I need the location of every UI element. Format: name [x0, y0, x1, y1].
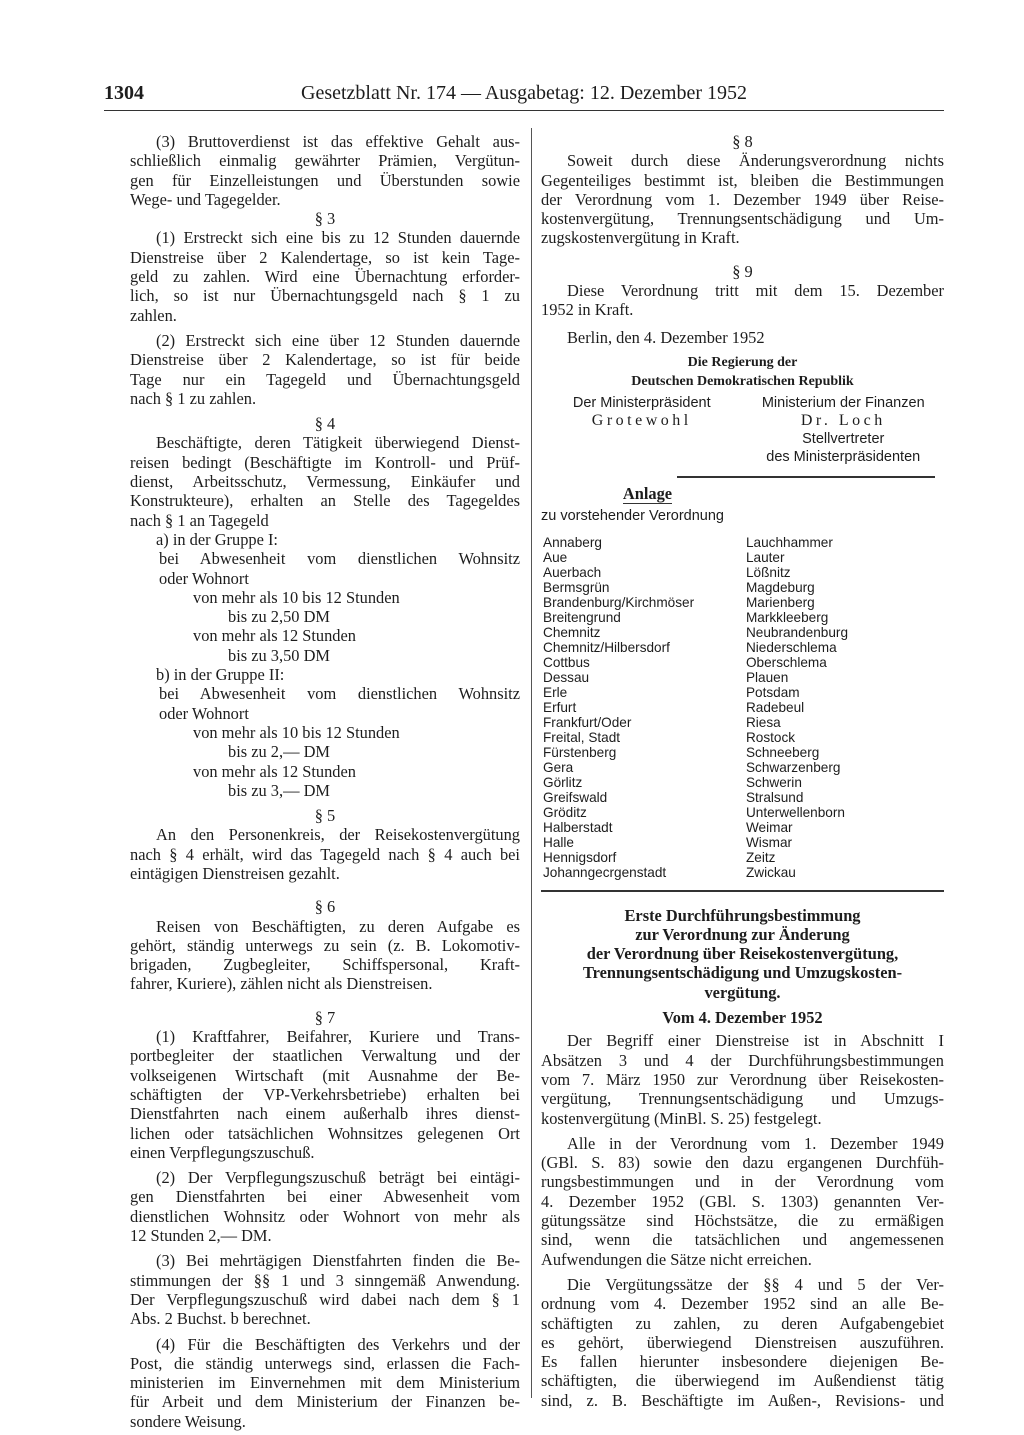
text-line: fahrer, Kuriere), zählen nicht als Dienstreisen. [130, 974, 433, 994]
text-line: (1) Erstreckt sich eine bis zu 12 Stunden dauernde [156, 228, 520, 248]
section-heading-5: § 5 [314, 806, 336, 826]
text-line: sondere Weisung. [130, 1411, 246, 1431]
title-line: vergütung. [704, 982, 781, 1002]
section-6-paragraph [130, 917, 520, 994]
rate-value: bis zu 2,— DM [228, 742, 330, 762]
government-line-2: Deutschen Demokratischen Republik [631, 373, 854, 389]
text-line: Diese Verordnung tritt mit dem 15. Dezember [567, 281, 944, 301]
text-line: vom 7. März 1950 zur Verordnung über Reisekosten- [541, 1069, 944, 1089]
text-line: (4) Für die Beschäftigten des Verkehrs und der [156, 1334, 520, 1354]
place-name: Magdeburg [745, 579, 815, 595]
text-line: Aufwendungen die Sätze nicht erreichen. [541, 1249, 812, 1269]
place-name: Schwarzenberg [745, 759, 841, 775]
place-name: Chemnitz [543, 624, 601, 640]
text-line: Tage nur ein Tagegeld und Übernachtungsgeld [130, 369, 520, 389]
text-line: nach § 1 zu zahlen. [130, 388, 257, 408]
annex-heading [541, 484, 944, 503]
place-name: Lauchhammer [745, 534, 833, 550]
text-line: (3) Bei mehrtägigen Dienstfahrten finden die Be- [156, 1251, 520, 1271]
place-name: Wismar [745, 834, 793, 850]
signatory-title: Ministerium der Finanzen [761, 394, 925, 411]
section-5-paragraph [130, 825, 520, 883]
place-name: Plauen [745, 669, 789, 685]
text-line: für Arbeit und dem Ministerium der Finanzen be- [130, 1392, 520, 1412]
signatory-name: Dr. Loch [800, 411, 886, 429]
header-title: Gesetzblatt Nr. 174 — Ausgabetag: 12. Dezember 1952 [301, 82, 747, 104]
text-line: dienstlichen Wohnsitz oder Wohnort von mehr als [130, 1206, 520, 1226]
places-column-2 [746, 535, 944, 880]
place-name: Neubrandenburg [745, 624, 849, 640]
section-7-paragraph-2 [130, 1168, 520, 1245]
place-name: Brandenburg/Kirchmöser [543, 594, 695, 610]
place-name: Halberstadt [543, 819, 613, 835]
text-line: An den Personenkreis, der Reisekostenvergütung [156, 825, 520, 845]
place-name: Freital, Stadt [543, 729, 621, 745]
text-line: schäftigten der VP-Verkehrsbetriebe) erhalten bei [130, 1084, 520, 1104]
place-name: Johanngecrgenstadt [543, 864, 667, 880]
annex-subtitle: zu vorstehender Verordnung [541, 508, 724, 525]
place-name: Zwickau [745, 864, 796, 880]
text-line: lichen oder tatsächlichen Wohnsitzes gelegenen Ort [130, 1123, 520, 1143]
place-name: Aue [543, 549, 568, 565]
text-line: Dienstreise über 2 Kalendertage, so ist für beide [130, 350, 520, 370]
place-name: Radebeul [745, 699, 805, 715]
text-line: gehört, ständig unterwegs zu sein (z. B. Lokomotiv- [130, 935, 520, 955]
place-name: Rostock [745, 729, 796, 745]
place-name: Riesa [745, 714, 781, 730]
title-line: der Verordnung über Reisekostenvergütung, [586, 944, 899, 964]
text-line: reisen bedingt (Beschäftigte im Kontroll- und Prüf- [130, 452, 520, 472]
text-line: Der Begriff einer Dienstreise ist in Abschnitt I [567, 1031, 944, 1051]
text-line: Absätzen 3 und 4 der Durchführungsbestimmungen [541, 1050, 944, 1070]
text-line: Abs. 2 Buchst. b berechnet. [130, 1309, 311, 1329]
text-line: bei Abwesenheit vom dienstlichen Wohnsitz [159, 549, 520, 569]
signatory-role: Stellvertreter [802, 430, 885, 447]
text-line: Konstrukteure), erhalten an Stelle des Tagegeldes [130, 491, 520, 511]
regulation-paragraph-1 [541, 1031, 944, 1127]
text-line: Reisen von Beschäftigten, zu deren Aufgabe es [156, 916, 520, 936]
section-4-paragraph [130, 433, 520, 529]
title-line: Trennungsentschädigung und Umzugskosten- [582, 963, 903, 983]
place-name: Görlitz [543, 774, 583, 790]
text-line: von mehr als 10 bis 12 Stunden [193, 587, 400, 607]
signatory-right [743, 394, 945, 466]
section-3-paragraph-1 [130, 228, 520, 324]
list-item-head: b) in der Gruppe II: [156, 665, 285, 685]
page-header [104, 78, 944, 111]
column-divider [531, 128, 532, 1398]
place-name: Oberschlema [745, 654, 827, 670]
section-heading-7: § 7 [314, 1007, 336, 1027]
list-item-head: a) in der Gruppe I: [156, 529, 278, 549]
text-line: Post, die ständig unterwegs sind, erlassen die Fach- [130, 1353, 520, 1373]
regulation-title [541, 906, 944, 1002]
place-name: Chemnitz/Hilbersdorf [543, 639, 670, 655]
place-name: Auerbach [543, 564, 602, 580]
annex-title: Anlage [622, 483, 673, 503]
place-name: Marienberg [745, 594, 815, 610]
group-b-rates [130, 665, 520, 800]
text-line: Der Verpflegungszuschuß wird dabei nach dem § 1 [130, 1289, 520, 1309]
text-line: nach § 1 an Tagegeld [130, 510, 269, 530]
text-line: von mehr als 10 bis 12 Stunden [193, 722, 400, 742]
text-line: schäftigten zu zahlen, zu deren Aufgabengebiet [541, 1313, 944, 1333]
place-name: Lößnitz [745, 564, 791, 580]
text-line: volkseigenen Wirtschaft (mit Ausnahme der Be- [130, 1065, 520, 1085]
rate-value: bis zu 2,50 DM [228, 607, 330, 627]
place-name: Stralsund [745, 789, 804, 805]
rate-value: bis zu 3,50 DM [228, 645, 330, 665]
section-heading-3: § 3 [314, 209, 336, 229]
text-line: geld zu zahlen. Wird eine Übernachtung erforder- [130, 267, 520, 287]
place-name: Fürstenberg [543, 744, 617, 760]
text-line: Es fallen hierunter insbesondere diejenigen Be- [541, 1352, 944, 1372]
place-name: Unterwellenborn [745, 804, 845, 820]
title-line: zur Verordnung zur Änderung [635, 924, 850, 944]
text-line: kostenvergütung, Trennungsentschädigung und Um- [541, 209, 944, 229]
text-line: gen Dienstfahrten bei einer Abwesenheit vom [130, 1187, 520, 1207]
text-line: oder Wohnort [159, 703, 249, 723]
place-name: Bermsgrün [543, 579, 610, 595]
text-line: Beschäftigte, deren Tätigkeit überwiegend Dienst- [156, 433, 520, 453]
text-line: zugskostenvergütung in Kraft. [541, 228, 740, 248]
text-line: von mehr als 12 Stunden [193, 626, 356, 646]
text-line: (2) Der Verpflegungszuschuß beträgt bei eintägi- [156, 1168, 520, 1188]
text-line: ordnung vom 4. Dezember 1952 sind an alle Be- [541, 1294, 944, 1314]
place-name: Breitengrund [543, 609, 621, 625]
text-line: rungsbestimmungen und in der Verordnung vom [541, 1172, 944, 1192]
place-name: Schwerin [745, 774, 802, 790]
text-line: stimmungen der §§ 1 und 3 sinngemäß Anwendung. [130, 1270, 520, 1290]
text-line: Alle in der Verordnung vom 1. Dezember 1949 [567, 1133, 944, 1153]
text-line: oder Wohnort [159, 568, 249, 588]
signature-block [541, 353, 944, 466]
section-heading-9: § 9 [732, 261, 753, 281]
place-name: Potsdam [745, 684, 800, 700]
section-heading-4: § 4 [314, 414, 336, 434]
signatory-title: Der Ministerpräsident [572, 394, 711, 411]
place-and-date: Berlin, den 4. Dezember 1952 [567, 327, 765, 347]
rate-value: bis zu 3,— DM [228, 780, 330, 800]
place-name: Greifswald [543, 789, 608, 805]
place-name: Dessau [543, 669, 590, 685]
regulation-paragraph-3 [541, 1275, 944, 1410]
text-line: 1952 in Kraft. [541, 300, 634, 320]
text-line: Dienstreise über 2 Kalendertage, so ist kein Tage- [130, 247, 520, 267]
text-line: lich, so ist nur Übernachtungsgeld nach § 1 zu [130, 286, 520, 306]
place-name: Annaberg [543, 534, 602, 550]
signatory-role: des Ministerpräsidenten [766, 448, 921, 465]
place-name: Lauter [745, 549, 785, 565]
text-line: nach § 4 erhält, wird das Tagegeld nach § 4 auch bei [130, 844, 520, 864]
places-column-1 [541, 535, 746, 880]
place-name: Gröditz [543, 804, 587, 820]
text-line: schäftigten, die überwiegend im Außendienst tätig [541, 1371, 944, 1391]
page-number: 1304 [104, 82, 144, 104]
section-3-paragraph-2 [130, 331, 520, 408]
place-name: Niederschlema [745, 639, 837, 655]
text-line: (1) Kraftfahrer, Beifahrer, Kuriere und Trans- [156, 1027, 520, 1047]
text-line: Gegenteiliges bestimmt ist, bleiben die Bestimmungen [541, 170, 944, 190]
text-line: sind, z. B. Beschäftigte im Außen-, Revisions- und [541, 1390, 944, 1410]
place-name: Weimar [745, 819, 793, 835]
text-line: Wege- und Tagegelder. [130, 189, 281, 209]
place-name: Gera [543, 759, 574, 775]
right-column [541, 132, 944, 1410]
text-line: von mehr als 12 Stunden [193, 761, 356, 781]
text-line: Die Vergütungssätze der §§ 4 und 5 der Ver- [567, 1274, 944, 1294]
place-name: Erfurt [543, 699, 577, 715]
section-9-paragraph [541, 281, 944, 320]
signatory-name: Grotewohl [591, 411, 692, 429]
government-name [541, 353, 944, 391]
paragraph-2-3 [130, 132, 520, 209]
place-name: Frankfurt/Oder [543, 714, 632, 730]
text-line: einen Verpflegungszuschuß. [130, 1142, 315, 1162]
regulation-paragraph-2 [541, 1134, 944, 1269]
place-name: Hennigsdorf [543, 849, 617, 865]
text-line: zahlen. [130, 305, 177, 325]
text-line: bei Abwesenheit vom dienstlichen Wohnsitz [159, 684, 520, 704]
section-7-paragraph-4 [130, 1335, 520, 1431]
text-line: (GBl. S. 83) sowie den dazu ergangenen Durchfüh- [541, 1153, 944, 1173]
place-name: Halle [543, 834, 574, 850]
text-line: 4. Dezember 1952 (GBl. S. 1303) genannten Ver- [541, 1191, 944, 1211]
text-line: (3) Bruttoverdienst ist das effektive Gehalt aus- [156, 132, 520, 151]
group-a-rates [130, 530, 520, 665]
text-line: brigaden, Zugbegleiter, Schiffspersonal, Kraft- [130, 955, 520, 975]
text-line: portbegleiter der staatlichen Verwaltung und der [130, 1046, 520, 1066]
text-line: ministerien im Einvernehmen mit dem Ministerium [130, 1373, 520, 1393]
section-7-paragraph-1 [130, 1027, 520, 1162]
text-line: (2) Erstreckt sich eine über 12 Stunden dauernde [156, 330, 520, 350]
text-line: gütungssätze sind Höchstsätze, die zu ermäßigen [541, 1211, 944, 1231]
signatory-left [541, 394, 743, 466]
signatories [541, 394, 944, 466]
divider [541, 890, 944, 892]
text-line: Soweit durch diese Änderungsverordnung nichts [567, 151, 944, 171]
text-line: dienst, Arbeitsschutz, Vermessung, Einkäufer und [130, 472, 520, 492]
text-line: vergütung, Trennungsentschädigung und Umzugs- [541, 1089, 944, 1109]
section-8-paragraph [541, 151, 944, 247]
place-name: Erle [543, 684, 568, 700]
section-7-paragraph-3 [130, 1251, 520, 1328]
places-list [541, 535, 944, 880]
text-line: schließlich einmalig gewährter Prämien, Vergütun- [130, 151, 520, 171]
text-line: Dienstfahrten nach einem außerhalb ihres dienst- [130, 1104, 520, 1124]
text-line: kostenvergütung (MinBl. S. 25) festgelegt. [541, 1108, 822, 1128]
text-line: es gehört, überwiegend Dienstreisen auszuführen. [541, 1332, 944, 1352]
place-name: Markkleeberg [745, 609, 829, 625]
place-name: Schneeberg [745, 744, 820, 760]
place-name: Zeitz [745, 849, 776, 865]
title-line: Erste Durchführungsbestimmung [624, 905, 861, 925]
text-line: sind, wenn die tatsächlichen und angemessenen [541, 1230, 944, 1250]
text-line: gen für Einzelleistungen und Überstunden sowie [130, 170, 520, 190]
text-line: der Verordnung vom 1. Dezember 1949 über Reise- [541, 189, 944, 209]
government-line-1: Die Regierung der [687, 354, 798, 370]
text-line: 12 Stunden 2,— DM. [130, 1226, 272, 1246]
text-line: eintägigen Dienstreisen gezahlt. [130, 863, 340, 883]
place-name: Cottbus [543, 654, 590, 670]
regulation-date: Vom 4. Dezember 1952 [662, 1008, 823, 1028]
left-column [130, 132, 520, 1431]
section-heading-6: § 6 [314, 897, 336, 917]
divider [677, 476, 935, 478]
section-heading-8: § 8 [732, 132, 753, 151]
